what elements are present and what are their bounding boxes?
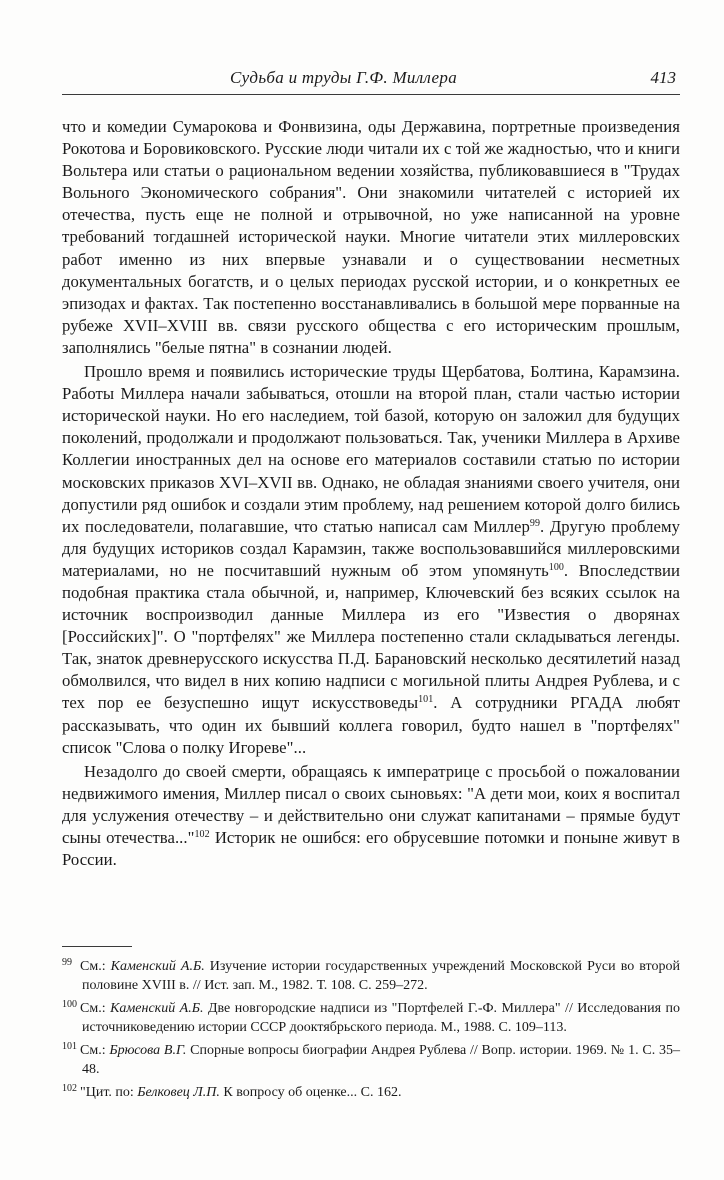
text-run: Прошло время и появились исторические труды Щербатова, Болтина, Карамзина. Работы Миллера начали забываться, отошли на второй план, стали частью истории исторической науки. Но его наследием, той базой, которую он заложил для будущих поколений, продолжали и продолжают пользоваться. Так, ученики Миллера в Архиве Коллегии иностранных дел на основе его материалов составили статью по истории московских приказов XVI–XVII вв. Однако, не обладая знаниями своего учителя, они допустили ряд ошибок и создали этим проблему, над решением которой долго бились их последователи, полагавшие, что статью написал сам Миллер: [62, 362, 680, 536]
footnote-ref: 99: [529, 517, 541, 529]
text-run: Спорные вопросы биографии Андрея Рублева // Вопр. истории. 1969. № 1. С. 35–48.: [82, 1043, 680, 1077]
footnote-separator: [62, 946, 132, 947]
author-name: Каменский А.Б.: [110, 1001, 204, 1016]
author-name: Брюсова В.Г.: [109, 1043, 187, 1058]
paragraph: [62, 761, 680, 871]
text-run: "Цит. по:: [80, 1085, 138, 1100]
text-run: См.:: [80, 1001, 111, 1016]
footnote: 101 См.: Брюсова В.Г. Спорные вопросы биографии Андрея Рублева // Вопр. истории. 1969. № 1. С. 35–48.: [62, 1041, 680, 1077]
footnote: 100 См.: Каменский А.Б. Две новгородские надписи из "Портфелей Г.-Ф. Миллера" // Исследования по источниковедению истории СССР дооктябрьского периода. М., 1988. С. 109–113.: [62, 999, 680, 1035]
running-title: Судьба и труды Г.Ф. Миллера: [230, 68, 457, 87]
text-run: . А сотрудники РГАДА любят рассказывать, что один их бывший коллега говорил, будто нашел в "портфелях" список "Слова о полку Игореве"...: [62, 693, 680, 757]
running-header: [62, 66, 680, 95]
author-name: Каменский А.Б.: [110, 959, 205, 974]
page-number: 413: [650, 68, 676, 87]
paragraph: [62, 116, 680, 359]
paragraph: [62, 361, 680, 759]
text-run: что и комедии Сумарокова и Фонвизина, оды Державина, портретные произведения Рокотова и Боровиковского. Русские люди читали их с той же жадностью, что и книги Вольтера или статьи о рациональном ведении хозяйства, публиковавшиеся в "Трудах Вольного Экономического собрания". Они знакомили читателей с историей их отечества, пусть еще не полной и отрывочной, но уже написанной на уровне требований тогдашней исторической науки. Многие читатели этих миллеровских работ именно из них впервые узнавали и о существовании несметных документальных богатств, и о целых периодах русской истории, и о конкретных ее эпизодах и фактах. Так постепенно восстанавливались в большой мере порванные на рубеже XVII–XVIII вв. связи русского общества с его историческим прошлым, заполнялись "белые пятна" в сознании людей.: [62, 117, 680, 357]
footnote-ref: 101: [418, 694, 434, 706]
text-run: См.:: [80, 1043, 110, 1058]
author-name: Белковец Л.П.: [137, 1085, 220, 1100]
footnote: 102 "Цит. по: Белковец Л.П. К вопросу об оценке... С. 162.: [62, 1083, 402, 1100]
text-run: . Впоследствии подобная практика стала обычной, и, например, Ключевский без всяких ссылок на источник воспроизводил данные Миллера из его "Известия о дворянах [Российских]". О "портфелях" же Миллера постепенно стали складываться легенды. Так, знаток древнерусского искусства П.Д. Барановский несколько десятилетий назад обмолвился, что видел в них копию надписи с могильной плиты Андрея Рублева, и с тех пор ее безуспешно ищут искусствоведы: [62, 560, 681, 713]
footnotes: [62, 958, 680, 1108]
text-run: Две новгородские надписи из "Портфелей Г.-Ф. Миллера" // Исследования по источниковедению истории СССР дооктябрьского периода. М., 1988. С. 109–113.: [82, 1001, 680, 1035]
text-run: К вопросу об оценке... С. 162.: [219, 1085, 402, 1100]
footnote-ref: 100: [548, 561, 564, 573]
text-run: Историк не ошибся: его обрусевшие потомки и поныне живут в России.: [62, 828, 680, 870]
text-run: Незадолго до своей смерти, обращаясь к императрице с просьбой о пожаловании недвижимого имения, Миллер писал о своих сыновьях: "А дети мои, коих я воспитал для услужения отечеству – и действительно они служат капитанами – прямые будут сыны отечества...": [62, 761, 680, 847]
footnote: 99 См.: Каменский А.Б. Изучение истории государственных учреждений Московской Руси во второй половине XVIII в. // Ист. зап. М., 1982. Т. 108. С. 259–272.: [62, 957, 680, 993]
text-run: См.:: [80, 959, 111, 974]
text-run: Изучение истории государственных учреждений Московской Руси во второй половине XVIII в. // Ист. зап. М., 1982. Т. 108. С. 259–272.: [82, 959, 680, 993]
main-text: [62, 116, 680, 871]
footnote-ref: 102: [194, 829, 210, 840]
text-run: . Другую проблему для будущих историков создал Карамзин, также воспользовавшийся миллеровскими материалами, но не посчитавший нужным об этом упомянуть: [62, 516, 680, 580]
